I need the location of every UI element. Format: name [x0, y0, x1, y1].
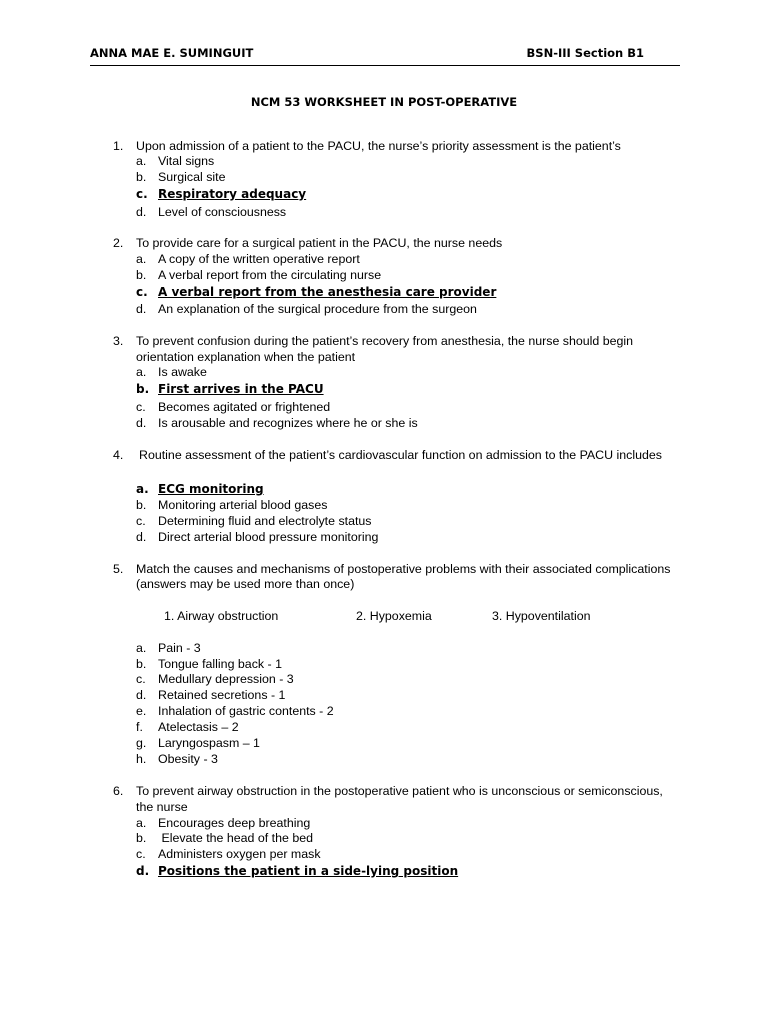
student-section: BSN-III Section B1 [526, 46, 644, 60]
item-letter: g. [136, 736, 147, 750]
item-letter: c. [136, 672, 146, 686]
option-letter: d. [136, 205, 147, 219]
match-item: Inhalation of gastric contents - 2 [158, 704, 334, 718]
option-text: Determining fluid and electrolyte status [158, 514, 372, 528]
header-divider [90, 65, 680, 66]
option-text: Direct arterial blood pressure monitoring [158, 530, 379, 544]
option-text: Is awake [158, 365, 207, 379]
match-choice-hypoventilation: 3. Hypoventilation [492, 609, 591, 623]
option-letter: a. [136, 252, 147, 266]
match-item: Pain - 3 [158, 641, 201, 655]
option-text: Surgical site [158, 170, 226, 184]
match-item: Obesity - 3 [158, 752, 218, 766]
correct-answer: First arrives in the PACU [158, 382, 324, 396]
option-letter: d. [136, 302, 147, 316]
item-letter: a. [136, 641, 147, 655]
option-letter: b. [136, 268, 147, 282]
item-letter: h. [136, 752, 147, 766]
option-letter: a. [136, 482, 149, 496]
question-number: 6. [113, 784, 124, 798]
correct-answer: Positions the patient in a side-lying position [158, 864, 459, 878]
option-letter: b. [136, 831, 147, 845]
question-number: 4. [113, 448, 124, 462]
correct-answer: ECG monitoring [158, 482, 264, 496]
question-stem: To provide care for a surgical patient in the PACU, the nurse needs [136, 236, 503, 250]
option-letter: c. [136, 514, 146, 528]
question-stem-continued: orientation explanation when the patient [136, 350, 356, 364]
question-stem: Match the causes and mechanisms of postoperative problems with their associated complications [136, 562, 671, 576]
option-text: A verbal report from the circulating nurse [158, 268, 382, 282]
correct-answer: Respiratory adequacy [158, 187, 307, 201]
correct-answer: A verbal report from the anesthesia care provider [158, 285, 497, 299]
option-letter: d. [136, 416, 147, 430]
option-letter: b. [136, 382, 150, 396]
question-stem-continued: the nurse [136, 800, 188, 814]
match-item: Medullary depression - 3 [158, 672, 294, 686]
item-letter: e. [136, 704, 147, 718]
match-item: Retained secretions - 1 [158, 688, 286, 702]
option-letter: a. [136, 365, 147, 379]
option-text: Vital signs [158, 154, 215, 168]
question-number: 2. [113, 236, 124, 250]
item-letter: f. [136, 720, 143, 734]
item-letter: d. [136, 688, 147, 702]
question-stem: To prevent airway obstruction in the postoperative patient who is unconscious or semiconscious, [136, 784, 663, 798]
option-text: Elevate the head of the bed [158, 831, 314, 845]
option-text: Administers oxygen per mask [158, 847, 321, 861]
option-letter: c. [136, 187, 148, 201]
option-text: Level of consciousness [158, 205, 287, 219]
match-item: Atelectasis – 2 [158, 720, 239, 734]
item-letter: b. [136, 657, 147, 671]
question-stem-continued: (answers may be used more than once) [136, 577, 355, 591]
option-letter: b. [136, 498, 147, 512]
option-text: Is arousable and recognizes where he or she is [158, 416, 418, 430]
match-item: Laryngospasm – 1 [158, 736, 260, 750]
option-letter: d. [136, 530, 147, 544]
option-text: Encourages deep breathing [158, 816, 311, 830]
option-text: An explanation of the surgical procedure from the surgeon [158, 302, 477, 316]
question-stem: To prevent confusion during the patient’s recovery from anesthesia, the nurse should begin [136, 334, 634, 348]
option-letter: a. [136, 154, 147, 168]
option-letter: a. [136, 816, 147, 830]
match-choice-hypoxemia: 2. Hypoxemia [356, 609, 432, 623]
option-letter: d. [136, 864, 150, 878]
worksheet-title: NCM 53 WORKSHEET IN POST-OPERATIVE [250, 95, 518, 109]
student-name: ANNA MAE E. SUMINGUIT [90, 46, 254, 60]
option-letter: c. [136, 400, 146, 414]
option-text: A copy of the written operative report [158, 252, 360, 266]
option-letter: b. [136, 170, 147, 184]
option-letter: c. [136, 285, 148, 299]
option-text: Monitoring arterial blood gases [158, 498, 328, 512]
option-text: Becomes agitated or frightened [158, 400, 331, 414]
match-item: Tongue falling back - 1 [158, 657, 282, 671]
question-stem: Upon admission of a patient to the PACU, the nurse’s priority assessment is the patient’s [136, 139, 621, 153]
question-number: 3. [113, 334, 124, 348]
question-number: 5. [113, 562, 124, 576]
match-choice-airway: 1. Airway obstruction [164, 609, 279, 623]
question-number: 1. [113, 139, 124, 153]
option-letter: c. [136, 847, 146, 861]
question-stem: Routine assessment of the patient’s cardiovascular function on admission to the PACU includes [139, 448, 662, 462]
